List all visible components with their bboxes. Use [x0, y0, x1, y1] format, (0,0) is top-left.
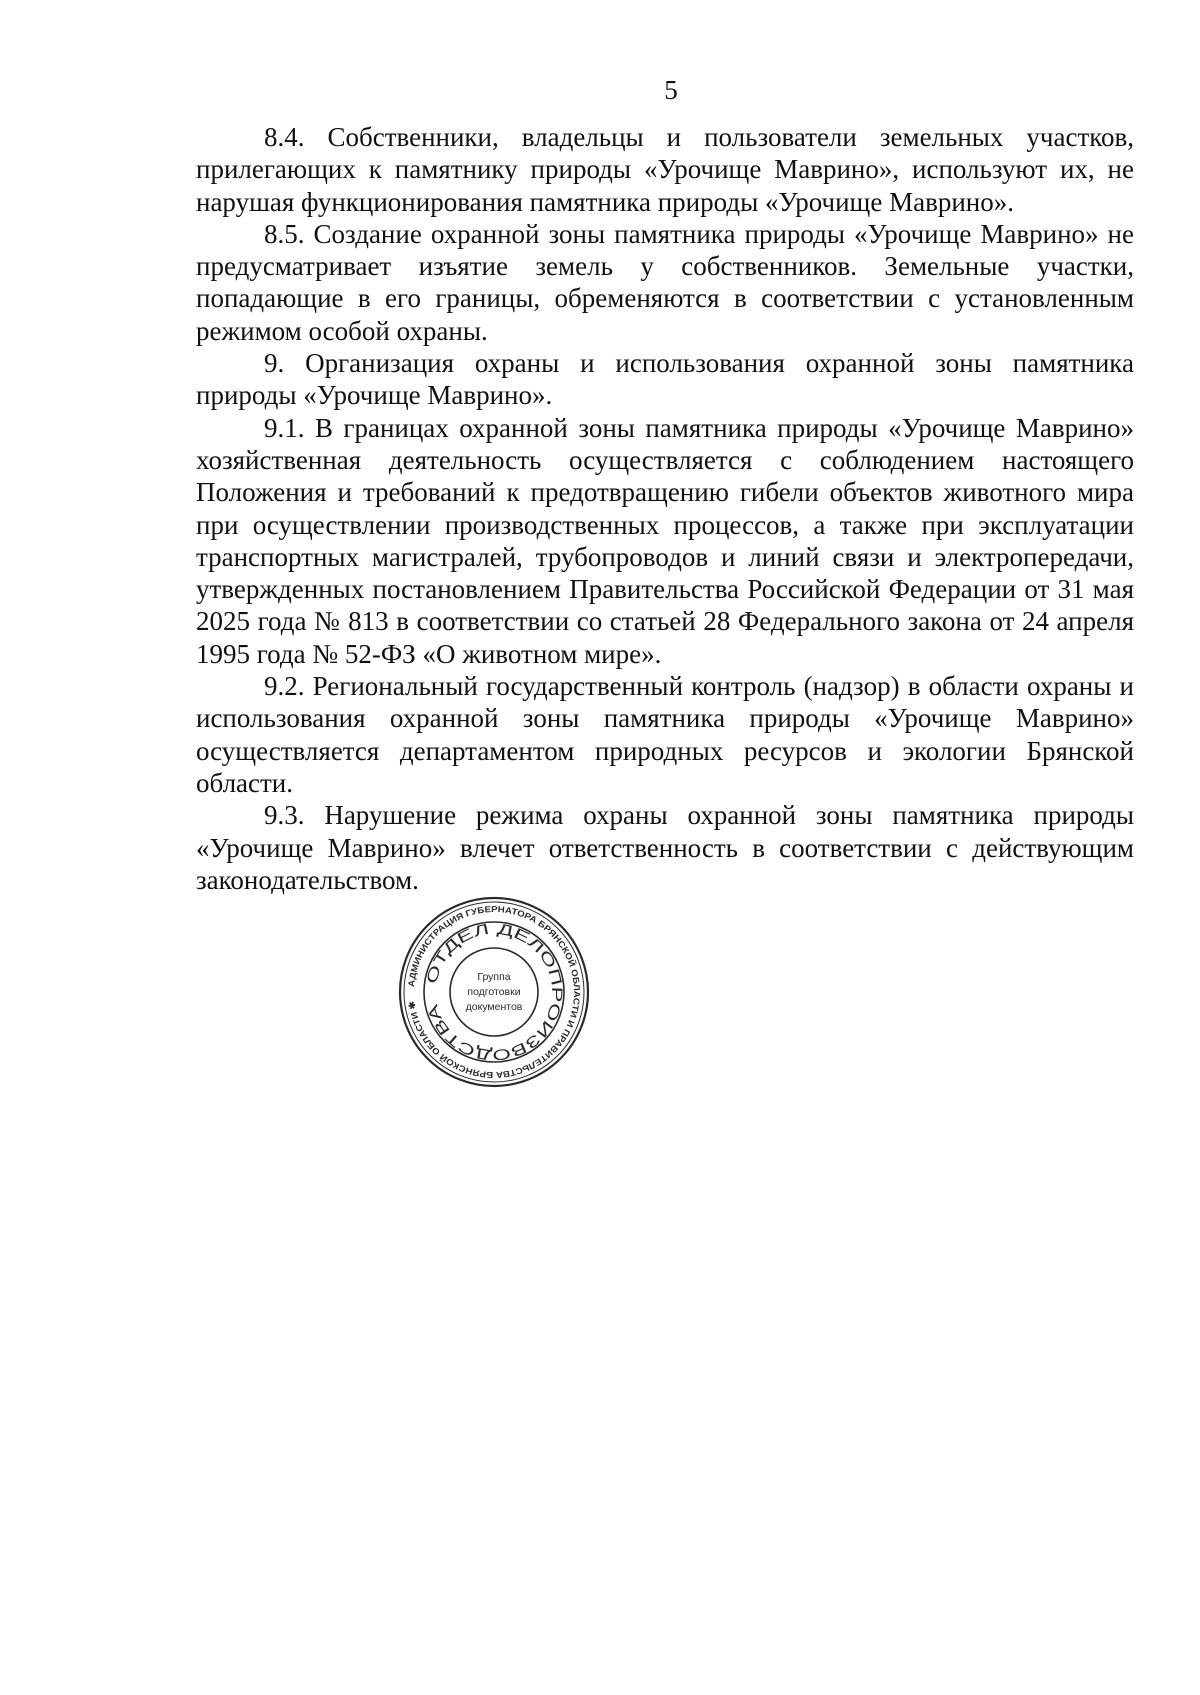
document-body	[196, 121, 1134, 896]
page-number: 5	[664, 75, 678, 105]
paragraph-9-2: 9.2. Региональный государственный контроль (надзор) в области охраны и использования охранной зоны памятника природы «Урочище Маврино» осуществляется департаментом природных ресурсов и экологии Брянской области.	[196, 671, 1134, 798]
paragraph-9-3: 9.3. Нарушение режима охраны охранной зоны памятника природы «Урочище Маврино» влечет ответственность в соответствии с действующим законодательством.	[196, 800, 1134, 895]
paragraph-8-4: 8.4. Собственники, владельцы и пользователи земельных участков, прилегающих к памятнику природы «Урочище Маврино», используют их, не нарушая функционирования памятника природы «Урочище Маврино».	[196, 122, 1134, 217]
stamp-center-line-1: Группа	[477, 971, 511, 983]
stamp-center-line-2: подготовки	[467, 986, 521, 998]
official-stamp	[398, 896, 590, 1088]
stamp-outer-ring-text: АДМИНИСТРАЦИЯ ГУБЕРНАТОРА БРЯНСКОЙ ОБЛАСТИ И ПРАВИТЕЛЬСТВА БРЯНСКОЙ ОБЛАСТИ ✱	[406, 903, 583, 1081]
stamp-center-line-3: документов	[465, 1001, 523, 1013]
paragraph-9: 9. Организация охраны и использования охранной зоны памятника природы «Урочище Маврино».	[196, 348, 1134, 411]
stamp-inner-ring-text: ОТДЕЛ ДЕЛОПРОИЗВОДСТВА	[423, 920, 566, 1064]
paragraph-8-5: 8.5. Создание охранной зоны памятника природы «Урочище Маврино» не предусматривает изъятие земель у собственников. Земельные участки, попадающие в его границы, обременяются в соответствии с установленным режимом особой охраны.	[196, 218, 1134, 346]
stamp-seal-graphic	[398, 896, 590, 1088]
paragraph-9-1: 9.1. В границах охранной зоны памятника природы «Урочище Маврино» хозяйственная деятельность осуществляется с соблюдением настоящего Положения и требований к предотвращению гибели объектов животного мира при осуществлении производственных процессов, а также при эксплуатации транспортных магистралей, трубопроводов и линий связи и электропередачи, утвержденных постановлением Правительства Российской Федерации от 31 мая 2025 года № 813 в соответствии со статьей 28 Федерального закона от 24 апреля 1995 года № 52-ФЗ «О животном мире».	[196, 412, 1134, 669]
